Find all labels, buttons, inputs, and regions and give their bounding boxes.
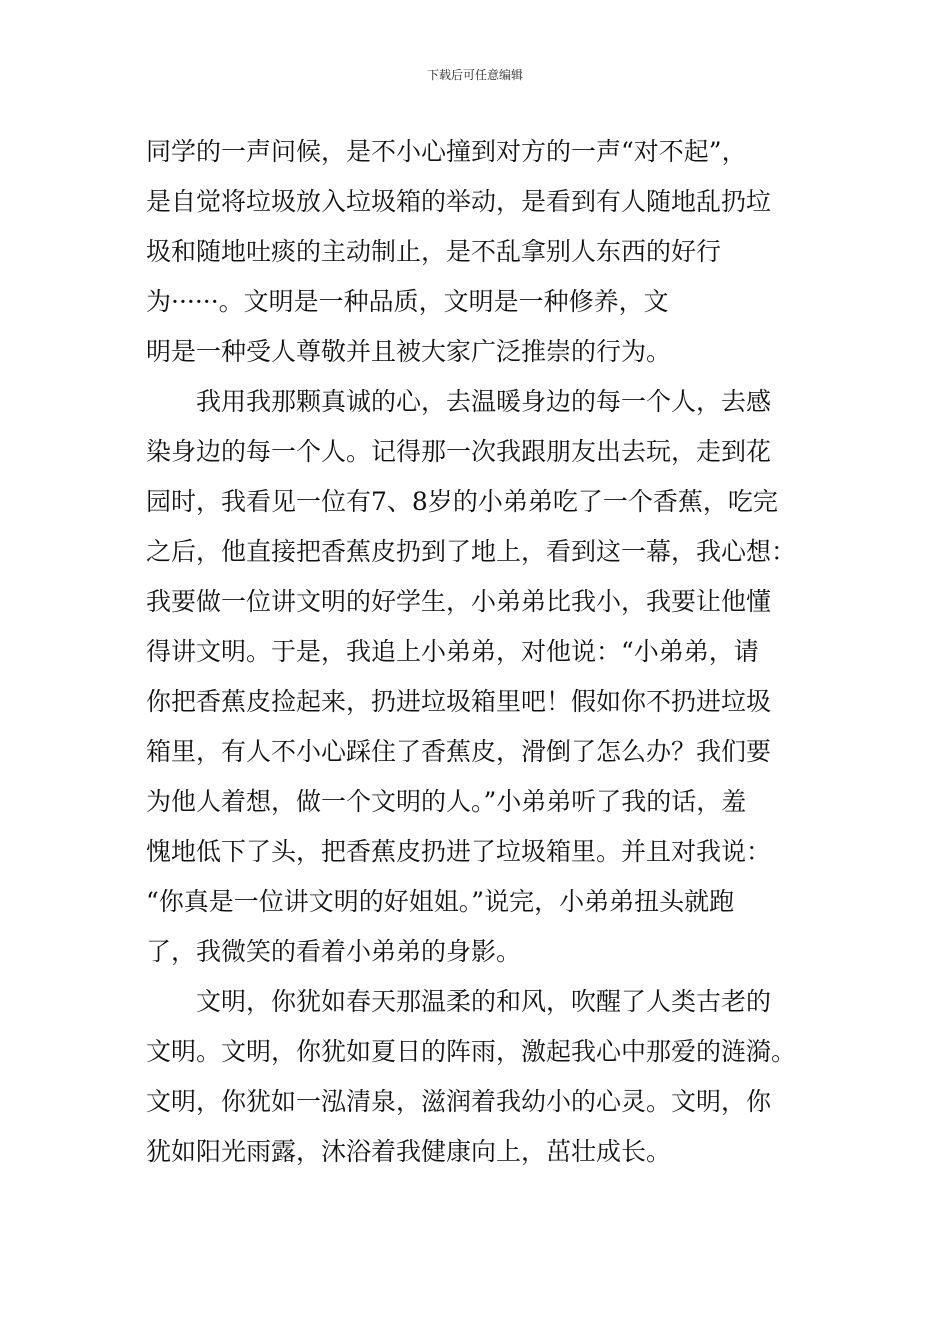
text-line: 箱里，有人不小心踩住了香蕉皮，滑倒了怎么办？我们要 [146, 737, 772, 766]
text-line: 文明，你犹如春天那温柔的和风，吹醒了人类古老的 [196, 987, 772, 1016]
text-line: 了，我微笑的看着小弟弟的身影。 [146, 937, 522, 966]
text-line: 我要做一位讲文明的好学生，小弟弟比我小，我要让他懂 [146, 587, 772, 616]
document-body [146, 127, 806, 1177]
text-line: 之后，他直接把香蕉皮扔到了地上，看到这一幕，我心想： [146, 537, 797, 566]
text-line: 是自觉将垃圾放入垃圾箱的举动，是看到有人随地乱扔垃 [146, 187, 772, 216]
text-line: “你真是一位讲文明的好姐姐。”说完，小弟弟扭头就跑 [146, 887, 735, 916]
text-line: 为他人着想，做一个文明的人。”小弟弟听了我的话，羞 [146, 787, 747, 816]
text-line: 为······。文明是一种品质，文明是一种修养，文 [146, 287, 669, 316]
text-line: 染身边的每一个人。记得那一次我跟朋友出去玩，走到花 [146, 437, 772, 466]
text-line: 园时，我看见一位有7、8岁的小弟弟吃了一个香蕉，吃完 [146, 487, 778, 516]
text-line: 得讲文明。于是，我追上小弟弟，对他说：“小弟弟，请 [146, 637, 759, 666]
text-line: 明是一种受人尊敬并且被大家广泛推崇的行为。 [146, 337, 672, 366]
text-line: 犹如阳光雨露，沐浴着我健康向上，茁壮成长。 [146, 1137, 672, 1166]
text-line: 我用我那颗真诚的心，去温暖身边的每一个人，去感 [196, 387, 772, 416]
text-line: 同学的一声问候，是不小心撞到对方的一声“对不起”， [146, 137, 747, 166]
page-header: 下载后可任意编辑 [426, 68, 523, 82]
text-line: 愧地低下了头，把香蕉皮扔进了垃圾箱里。并且对我说： [146, 837, 772, 866]
text-line: 文明，你犹如一泓清泉，滋润着我幼小的心灵。文明，你 [146, 1087, 772, 1116]
text-line: 你把香蕉皮捡起来，扔进垃圾箱里吧！假如你不扔进垃圾 [146, 687, 772, 716]
text-line: 圾和随地吐痰的主动制止，是不乱拿别人东西的好行 [146, 237, 722, 266]
text-line: 文明。文明，你犹如夏日的阵雨，激起我心中那爱的涟漪。 [146, 1037, 797, 1066]
